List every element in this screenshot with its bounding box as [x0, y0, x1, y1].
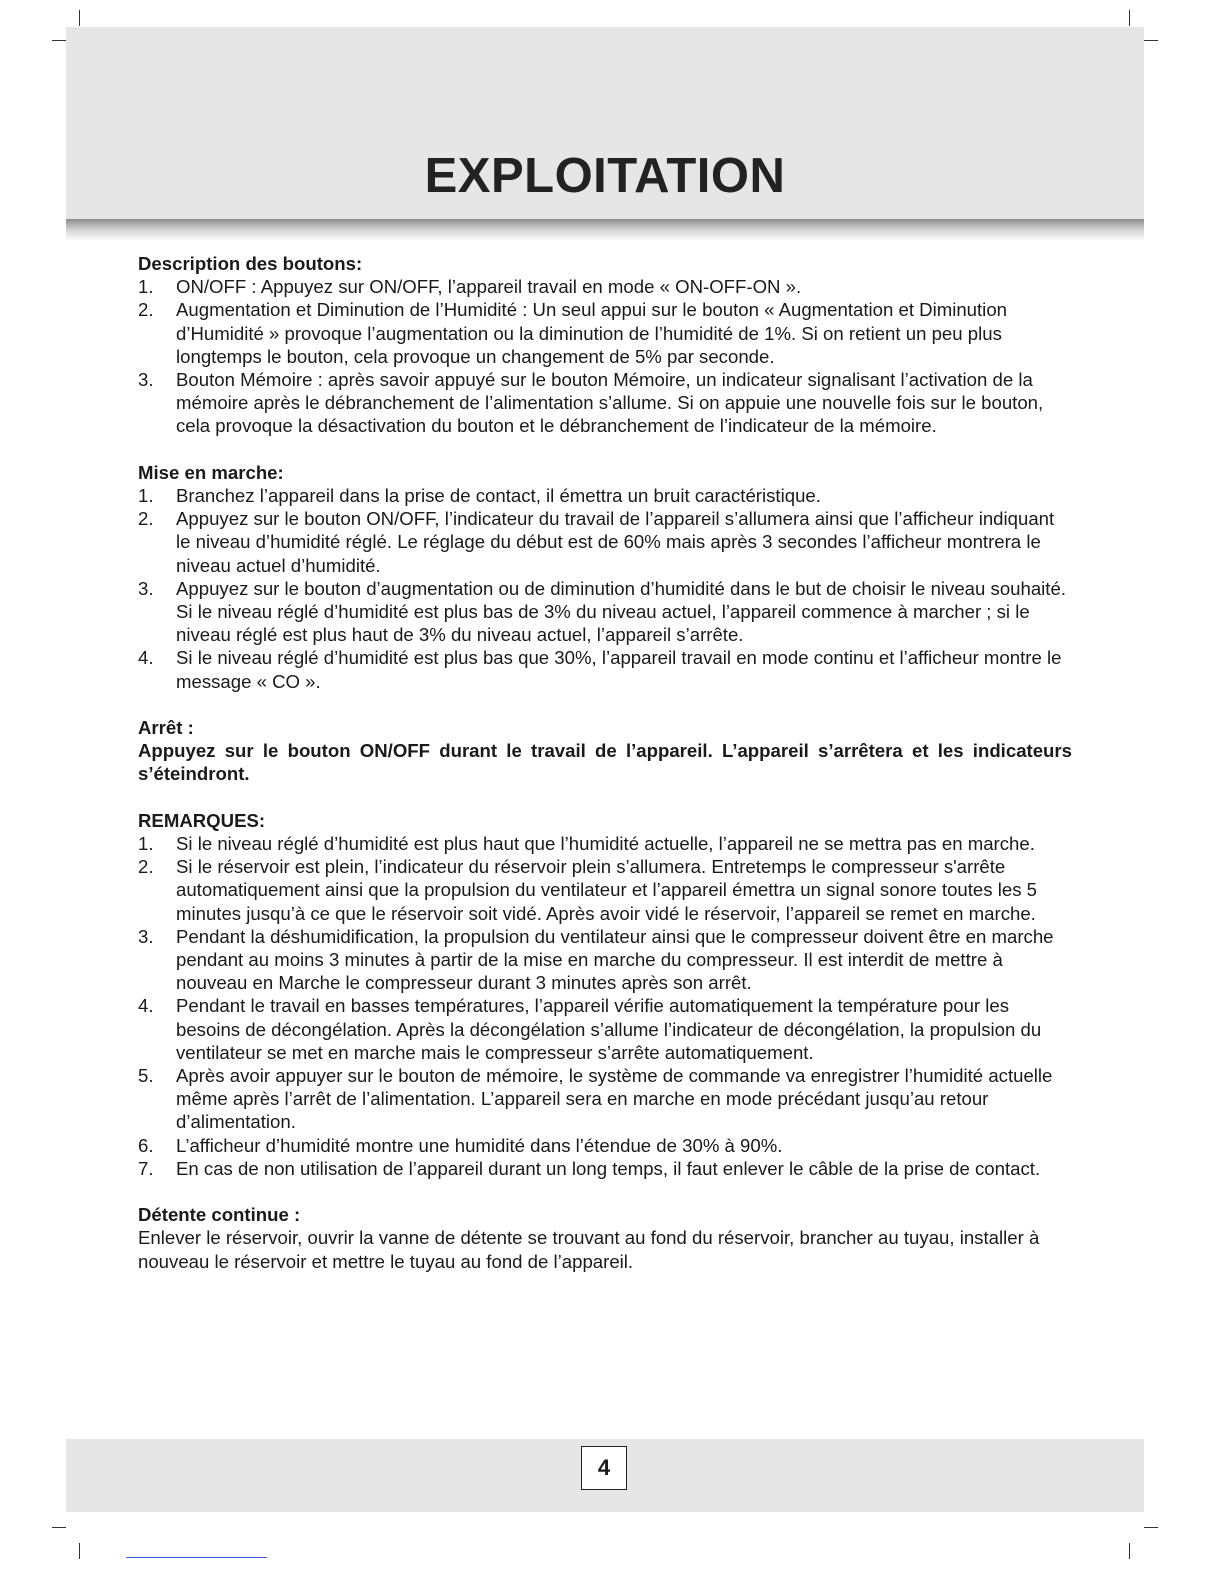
- section-stop: [138, 716, 1072, 786]
- list-item: 3. Bouton Mémoire : après savoir appuyé sur le bouton Mémoire, un indicateur signalisant l’activation de la mémoire après le débranchement de l’alimentation s’allume. Si on appuie une nouvelle fois sur le bouton, cela provoque la désactivation du bouton et le débranchement de l’indicateur de la mémoire.: [138, 369, 1044, 437]
- stop-text: Appuyez sur le bouton ON/OFF durant le travail de l’appareil. L’appareil s’arrêtera et les indicateurs s’éteindront.: [138, 740, 1072, 785]
- list-item: 1. ON/OFF : Appuyez sur ON/OFF, l’appareil travail en mode « ON-OFF-ON ».: [138, 276, 802, 298]
- start-list: [138, 484, 1072, 693]
- crop-mark-bottom-left-v: [79, 1543, 80, 1559]
- crop-mark-top-left-h: [52, 40, 66, 41]
- list-item: 2. Si le réservoir est plein, l’indicateur du réservoir plein s’allumera. Entretemps le compresseur s'arrête automatiquement ainsi que la propulsion du ventilateur et l’appareil émettra un signal sonore toutes les 5 minutes jusqu’à ce que le réservoir soit vidé. Après avoir vidé le réservoir, l’appareil se remet en marche.: [138, 856, 1038, 924]
- list-item: 4. Pendant le travail en basses températures, l’appareil vérifie automatiquement la température pour les besoins de décongélation. Après la décongélation s’allume l’indicateur de décongélation, la propulsion du ventilateur se met en marche mais le compresseur s’arrête automatiquement.: [138, 995, 1042, 1063]
- section-heading: Arrêt :: [138, 717, 194, 739]
- page-number: 4: [581, 1446, 627, 1490]
- list-item: 2. Appuyez sur le bouton ON/OFF, l’indicateur du travail de l’appareil s’allumera ainsi que l’afficheur indiquant le niveau d’humidité réglé. Le réglage du début est de 60% mais après 3 secondes l’afficheur montrera le niveau actuel d’humidité.: [138, 508, 1055, 576]
- section-heading: Description des boutons:: [138, 253, 363, 274]
- section-heading: Détente continue :: [138, 1204, 301, 1226]
- remarks-list: [138, 832, 1072, 1180]
- crop-mark-bottom-right-h: [1144, 1527, 1158, 1528]
- list-item: 6. L’afficheur d’humidité montre une humidité dans l’étendue de 30% à 90%.: [138, 1134, 783, 1156]
- list-item: 1. Branchez l’appareil dans la prise de contact, il émettra un bruit caractéristique.: [138, 485, 821, 507]
- list-item: 2. Augmentation et Diminution de l’Humidité : Un seul appui sur le bouton « Augmentation et Diminution d’Humidité » provoque l’augmentation ou la diminution de l’humidité de 1%. Si on retient un peu plus longtemps le bouton, cela provoque un changement de 5% par seconde.: [138, 299, 1007, 367]
- list-item: 4. Si le niveau réglé d’humidité est plus bas que 30%, l’appareil travail en mode continu et l’afficheur montre le message « CO ».: [138, 647, 1062, 692]
- crop-mark-top-right-v: [1129, 10, 1130, 26]
- section-drain: [138, 1203, 1072, 1273]
- crop-mark-top-right-h: [1144, 40, 1158, 41]
- crop-mark-bottom-left-h: [52, 1527, 66, 1528]
- content: [138, 252, 1072, 1296]
- list-item: 5. Après avoir appuyer sur le bouton de mémoire, le système de commande va enregistrer l’humidité actuelle même après l’arrêt de l’alimentation. L’appareil sera en marche en mode précédant jusqu’au retour d’alimentation.: [138, 1065, 1053, 1133]
- section-start: [138, 461, 1072, 693]
- section-heading: REMARQUES:: [138, 809, 266, 831]
- list-item: 1. Si le niveau réglé d’humidité est plus haut que l’humidité actuelle, l’appareil ne se mettra pas en marche.: [138, 833, 1035, 855]
- section-remarks: [138, 809, 1072, 1180]
- bottom-rule: [126, 1557, 267, 1558]
- list-item: 7. En cas de non utilisation de l’appareil durant un long temps, il faut enlever le câble de la prise de contact.: [138, 1157, 1041, 1179]
- list-item: 3. Appuyez sur le bouton d’augmentation ou de diminution d’humidité dans le but de choisir le niveau souhaité. Si le niveau réglé d’humidité est plus bas de 3% du niveau actuel, l’appareil commence à marcher ; si le niveau réglé est plus haut de 3% du niveau actuel, l’appareil s’arrête.: [138, 577, 1066, 646]
- drain-text: Enlever le réservoir, ouvrir la vanne de détente se trouvant au fond du réservoir, brancher au tuyau, installer à nouveau le réservoir et mettre le tuyau au fond de l’appareil.: [138, 1227, 1040, 1272]
- list-item: 3. Pendant la déshumidification, la propulsion du ventilateur ainsi que le compresseur doivent être en marche pendant au moins 3 minutes à partir de la mise en marche du compresseur. Il est interdit de mettre à nouveau en Marche le compresseur durant 3 minutes après son arrêt.: [138, 925, 1054, 994]
- header-shadow: [66, 219, 1144, 241]
- crop-mark-bottom-right-v: [1129, 1543, 1130, 1559]
- page-title: EXPLOITATION: [424, 149, 786, 203]
- button-list: [138, 275, 1072, 437]
- section-heading: Mise en marche:: [138, 461, 284, 483]
- crop-mark-top-left-v: [79, 10, 80, 26]
- section-buttons: [138, 252, 1072, 438]
